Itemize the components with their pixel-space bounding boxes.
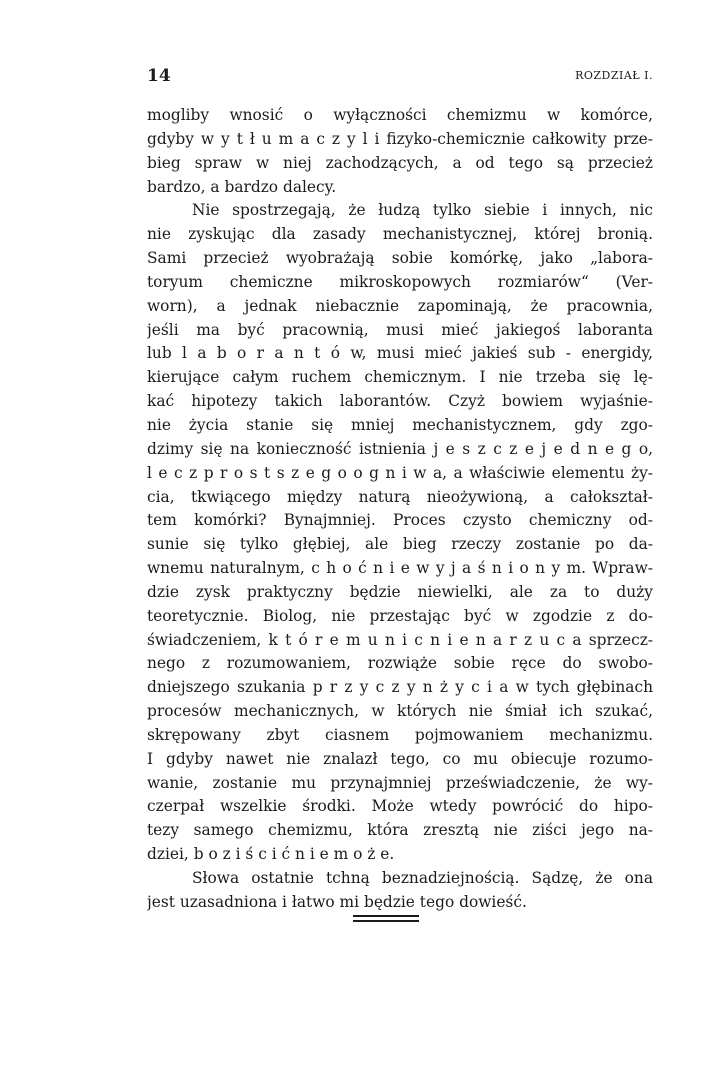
text-line: gdyby w y t ł u m a c z y l i fizyko-chemicznie całkowity prze-: [147, 129, 653, 148]
text-line: lub l a b o r a n t ó w, musi mieć jakieś sub - energidy,: [147, 344, 653, 363]
text-line: dziei, b o z i ś c i ć n i e m o ż e.: [147, 845, 395, 864]
page-number: 14: [147, 66, 171, 86]
text-line: dzimy się na konieczność istnienia j e s z c z e j e d n e g o,: [147, 439, 653, 458]
text-line: worn), a jednak niebacznie zapominają, że pracownia,: [147, 296, 653, 315]
text-line: sunie się tylko głębiej, ale bieg rzeczy zostanie po da-: [147, 535, 653, 554]
body-text: [147, 104, 653, 915]
text-line: Nie spostrzegają, że łudzą tylko siebie i innych, nic: [192, 201, 653, 220]
text-line: jeśli ma być pracownią, musi mieć jakiegoś laboranta: [147, 320, 653, 339]
text-line: wnemu naturalnym, c h o ć n i e w y j a ś n i o n y m. Wpraw-: [147, 559, 653, 578]
text-line: czerpał wszelkie środki. Może wtedy powrócić do hipo-: [147, 797, 653, 816]
text-line: l e c z p r o s t s z e g o o g n i w a, a właściwie elementu ży-: [147, 463, 653, 482]
text-line: nie życia stanie się mniej mechanistycznem, gdy zgo-: [147, 415, 653, 434]
text-line: teoretycznie. Biolog, nie przestając być w zgodzie z do-: [147, 606, 653, 625]
text-line: toryum chemiczne mikroskopowych rozmiarów“ (Ver-: [147, 272, 653, 291]
text-line: I gdyby nawet nie znalazł tego, co mu obiecuje rozumo-: [147, 749, 653, 768]
text-line: cia, tkwiącego między naturą nieożywioną, a całokształ-: [147, 487, 653, 506]
text-line: dniejszego szukania p r z y c z y n ż y c i a w tych głębinach: [147, 678, 653, 697]
text-line: bieg spraw w niej zachodzących, a od tego są przecież: [147, 153, 653, 172]
text-line: kierujące całym ruchem chemicznym. I nie trzeba się lę-: [147, 368, 653, 387]
text-line: kać hipotezy takich laborantów. Czyż bowiem wyjaśnie-: [147, 392, 653, 411]
text-line: mogliby wnosić o wyłączności chemizmu w komórce,: [147, 106, 653, 124]
text-line: procesów mechanicznych, w których nie śmiał ich szukać,: [147, 702, 653, 721]
text-line: bardzo, a bardzo dalecy.: [147, 177, 337, 196]
text-line: tem komórki? Bynajmniej. Proces czysto chemiczny od-: [147, 511, 653, 530]
section-end-rule: [353, 920, 419, 922]
text-line: Słowa ostatnie tchną beznadziejnością. Sądzę, że ona: [192, 869, 653, 887]
text-line: tezy samego chemizmu, która zresztą nie ziści jego na-: [147, 821, 653, 840]
text-line: nie zyskując dla zasady mechanistycznej, której bronią.: [147, 225, 653, 244]
running-head: ROZDZIAŁ I.: [575, 69, 653, 82]
text-line: jest uzasadniona i łatwo mi będzie tego dowieść.: [147, 892, 527, 911]
text-line: nego z rozumowaniem, rozwiąże sobie ręce do swobo-: [147, 654, 653, 673]
section-end-rule: [353, 915, 419, 917]
text-line: Sami przecież wyobrażają sobie komórkę, jako „labora-: [147, 249, 653, 268]
page-header: [147, 66, 653, 88]
text-line: świadczeniem, k t ó r e m u n i c n i e n a r z u c a sprzecz-: [147, 630, 653, 649]
text-line: dzie zysk praktyczny będzie niewielki, ale za to duży: [147, 582, 653, 601]
text-line: wanie, zostanie mu przynajmniej przeświadczenie, że wy-: [147, 773, 653, 792]
text-line: skrępowany zbyt ciasnem pojmowaniem mechanizmu.: [147, 725, 653, 744]
